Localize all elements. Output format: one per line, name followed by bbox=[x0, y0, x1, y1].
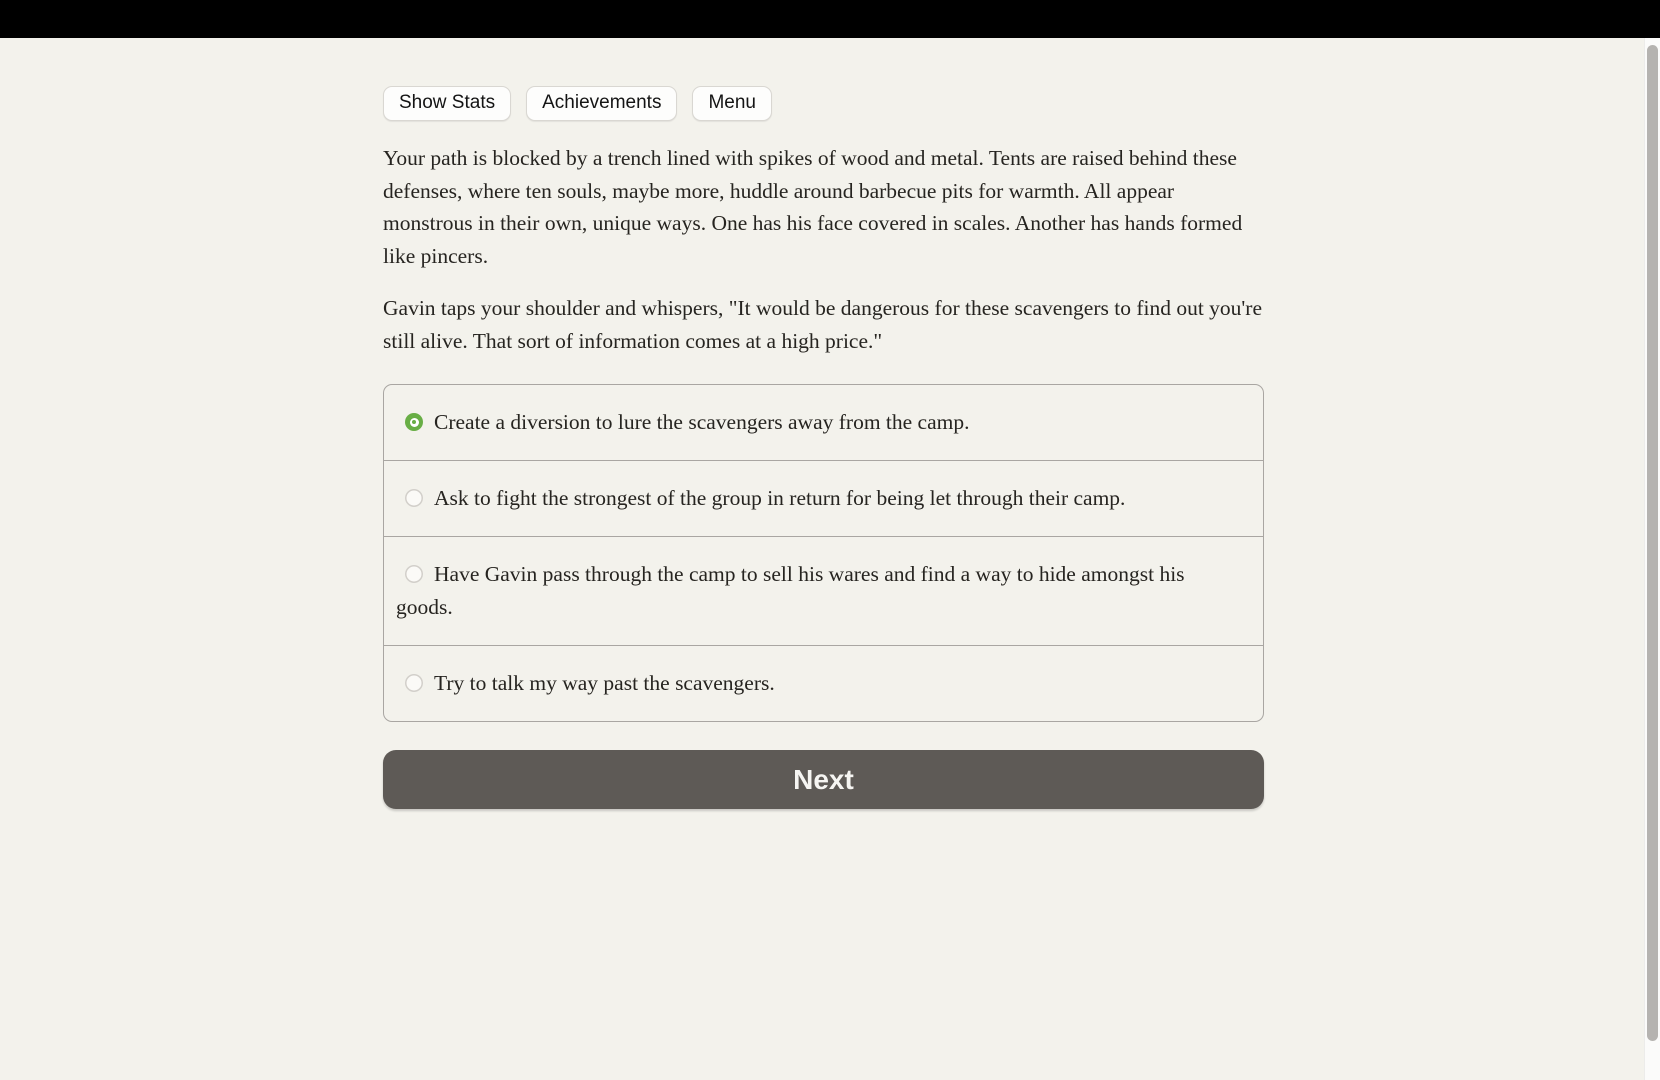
story-paragraph: Your path is blocked by a trench lined with spikes of wood and metal. Tents are raised behind these defenses, where ten souls, maybe more, huddle around barbecue pits for warmth. All appear monstrous in their own, unique ways. One has his face covered in scales. Another has hands formed like pincers. bbox=[383, 146, 1243, 268]
choice-option-label: Ask to fight the strongest of the group in return for being let through their camp. bbox=[434, 486, 1126, 510]
choice-option-label: Have Gavin pass through the camp to sell his wares and find a way to hide amongst his goods. bbox=[396, 562, 1185, 619]
achievements-button[interactable]: Achievements bbox=[526, 86, 677, 121]
show-stats-button[interactable]: Show Stats bbox=[383, 86, 511, 121]
story-text bbox=[383, 142, 1264, 357]
choice-list bbox=[383, 384, 1264, 722]
top-black-bar bbox=[0, 0, 1660, 38]
next-button[interactable]: Next bbox=[383, 750, 1264, 809]
choice-option-3[interactable] bbox=[384, 537, 1263, 646]
choice-option-label: Create a diversion to lure the scavengers away from the camp. bbox=[434, 410, 970, 434]
scrollbar-thumb[interactable] bbox=[1647, 45, 1658, 1041]
story-paragraph: Gavin taps your shoulder and whispers, "It would be dangerous for these scavengers to find out you're still alive. That sort of information comes at a high price." bbox=[383, 296, 1263, 353]
scrollbar-track[interactable] bbox=[1644, 38, 1660, 1080]
game-toolbar bbox=[383, 86, 1264, 121]
choice-option-4[interactable] bbox=[384, 646, 1263, 721]
game-content-column bbox=[383, 38, 1264, 809]
radio-unselected-icon[interactable] bbox=[405, 489, 423, 507]
choice-option-2[interactable] bbox=[384, 461, 1263, 537]
menu-button[interactable]: Menu bbox=[692, 86, 772, 121]
choice-option-1[interactable] bbox=[384, 385, 1263, 461]
choice-option-label: Try to talk my way past the scavengers. bbox=[434, 671, 775, 695]
radio-selected-icon[interactable] bbox=[405, 413, 423, 431]
radio-unselected-icon[interactable] bbox=[405, 565, 423, 583]
radio-unselected-icon[interactable] bbox=[405, 674, 423, 692]
